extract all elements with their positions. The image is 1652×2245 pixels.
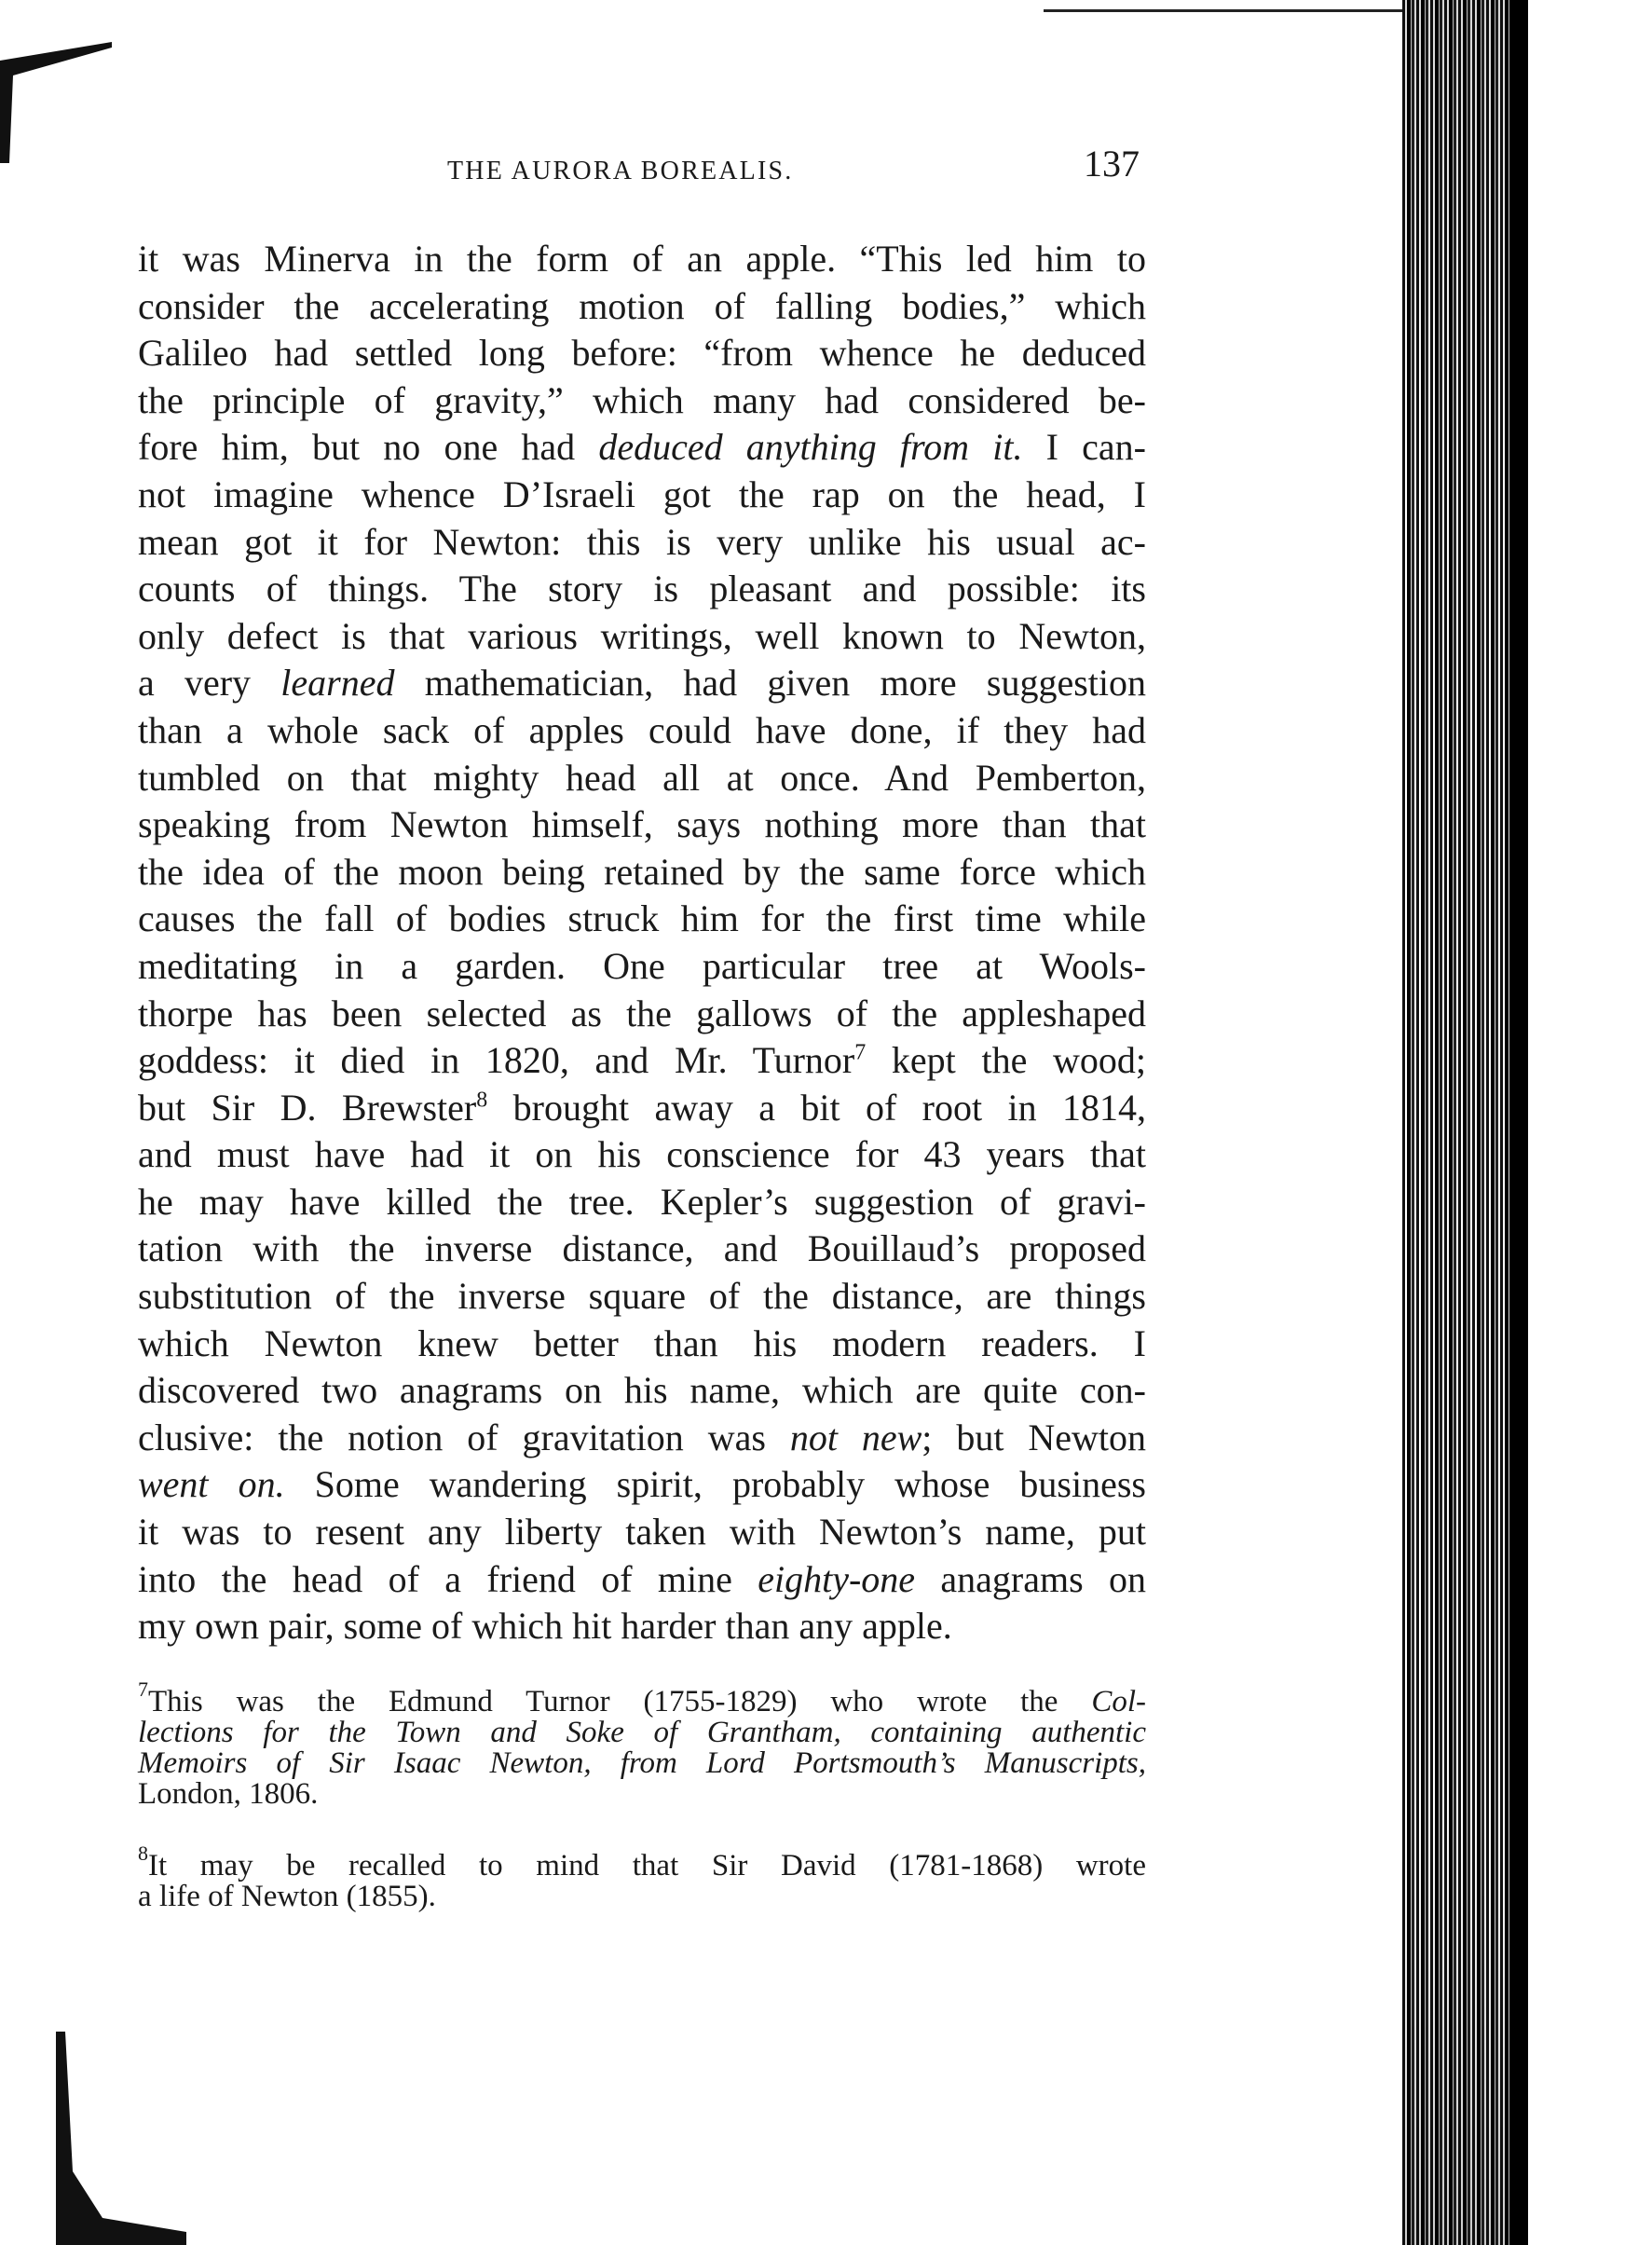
text-line	[138, 1085, 1146, 1132]
italic-run: Memoirs of Sir Isaac Newton, from Lord Portsmouth’s Manuscripts,	[138, 1746, 1146, 1780]
text-line: meditating in a garden. One particular tree at Wools-	[138, 944, 1146, 987]
page-number: 137	[1084, 143, 1140, 185]
text-line	[138, 1556, 1146, 1604]
text-run: a very	[138, 662, 281, 705]
footnote-mark: 8	[138, 1841, 148, 1865]
text-line: tumbled on that mighty head all at once. And Pemberton,	[138, 756, 1146, 799]
text-run: mathematician, had given more suggestion	[394, 662, 1147, 705]
footnote-line	[138, 1748, 1146, 1779]
text-line: tation with the inverse distance, and Bouillaud’s proposed	[138, 1227, 1146, 1270]
text-line: the idea of the moon being retained by the same force which	[138, 850, 1146, 893]
book-page-edges-shade	[1402, 0, 1509, 2245]
scan-corner-bottom-left	[0, 2032, 186, 2245]
text-run: It may be recalled to mind that Sir David (1781-1868) wrote	[148, 1849, 1146, 1882]
text-line	[138, 424, 1146, 472]
italic-run: learned	[280, 662, 395, 705]
text-line: Galileo had settled long before: “from whence he deduced	[138, 332, 1146, 375]
text-run: ; but Newton	[922, 1416, 1146, 1458]
footnote-line	[138, 1841, 1146, 1882]
text-line	[138, 660, 1146, 707]
footnote-line	[138, 1718, 1146, 1748]
footnotes	[138, 1677, 1146, 1913]
text-line: causes the fall of bodies struck him for the first time while	[138, 897, 1146, 940]
text-run: into the head of a friend of mine	[138, 1557, 758, 1600]
text-line	[138, 1461, 1146, 1509]
text-run: This was the Edmund Turnor (1755-1829) who wrote the	[148, 1685, 1092, 1718]
italic-run: went on.	[138, 1463, 285, 1506]
text-line: than a whole sack of apples could have done, if they had	[138, 708, 1146, 751]
text-line: mean got it for Newton: this is very unlike his usual ac-	[138, 520, 1146, 563]
footnote-line	[138, 1677, 1146, 1718]
body-paragraph	[138, 236, 1146, 1650]
text-run: I can-	[1022, 426, 1146, 469]
text-run: anagrams on	[915, 1557, 1146, 1600]
italic-run: not new	[789, 1416, 922, 1458]
text-line: substitution of the inverse square of the distance, are things	[138, 1275, 1146, 1318]
text-line	[138, 1037, 1146, 1085]
text-line: discovered two anagrams on his name, which are quite con-	[138, 1369, 1146, 1412]
footnote-spacer	[138, 1810, 1146, 1851]
text-run: fore him, but no one had	[138, 426, 599, 469]
running-head: THE AURORA BOREALIS.	[447, 157, 794, 185]
text-run: but Sir D. Brewster	[138, 1086, 477, 1129]
text-run: Some wandering spirit, probably whose business	[284, 1463, 1146, 1506]
text-line	[138, 1415, 1146, 1462]
text-line: my own pair, some of which hit harder than any apple.	[138, 1605, 952, 1648]
italic-run: Col-	[1091, 1685, 1146, 1718]
footnote-7	[138, 1677, 1146, 1811]
footnote-ref-7: 7	[854, 1040, 867, 1065]
book-edge-dark-band	[1509, 0, 1528, 2245]
scan-corner-top-left	[0, 42, 121, 163]
text-line: which Newton knew better than his modern readers. I	[138, 1321, 1146, 1364]
footnote-mark: 7	[138, 1677, 148, 1701]
text-line: counts of things. The story is pleasant and possible: its	[138, 568, 1146, 610]
footnote-ref-8: 8	[476, 1088, 488, 1113]
footnote-8	[138, 1841, 1146, 1913]
text-line: only defect is that various writings, well known to Newton,	[138, 614, 1146, 657]
text-line: it was to resent any liberty taken with Newton’s name, put	[138, 1511, 1146, 1554]
text-run: kept the wood;	[866, 1039, 1147, 1082]
italic-run: eighty-one	[758, 1557, 916, 1600]
text-line: he may have killed the tree. Kepler’s suggestion of gravi-	[138, 1180, 1146, 1223]
text-line: and must have had it on his conscience for 43 years that	[138, 1133, 1146, 1176]
footnote-line: London, 1806.	[138, 1777, 319, 1811]
text-line: not imagine whence D’Israeli got the rap on the head, I	[138, 472, 1146, 515]
text-line: the principle of gravity,” which many had considered be-	[138, 378, 1146, 421]
scan-edge-top	[1044, 9, 1416, 12]
text-line: consider the accelerating motion of falling bodies,” which	[138, 284, 1146, 327]
italic-run: deduced anything from it.	[598, 426, 1023, 469]
italic-run: lections for the Town and Soke of Grantham, containing authentic	[138, 1716, 1146, 1749]
text-run: clusive: the notion of gravitation was	[138, 1416, 790, 1458]
text-line: speaking from Newton himself, says nothing more than that	[138, 803, 1146, 846]
text-line: it was Minerva in the form of an apple. “This led him to	[138, 238, 1146, 280]
text-run: goddess: it died in 1820, and Mr. Turnor	[138, 1039, 855, 1082]
text-line: thorpe has been selected as the gallows of the appleshaped	[138, 992, 1146, 1034]
text-run: brought away a bit of root in 1814,	[487, 1086, 1146, 1129]
footnote-line: a life of Newton (1855).	[138, 1880, 436, 1913]
